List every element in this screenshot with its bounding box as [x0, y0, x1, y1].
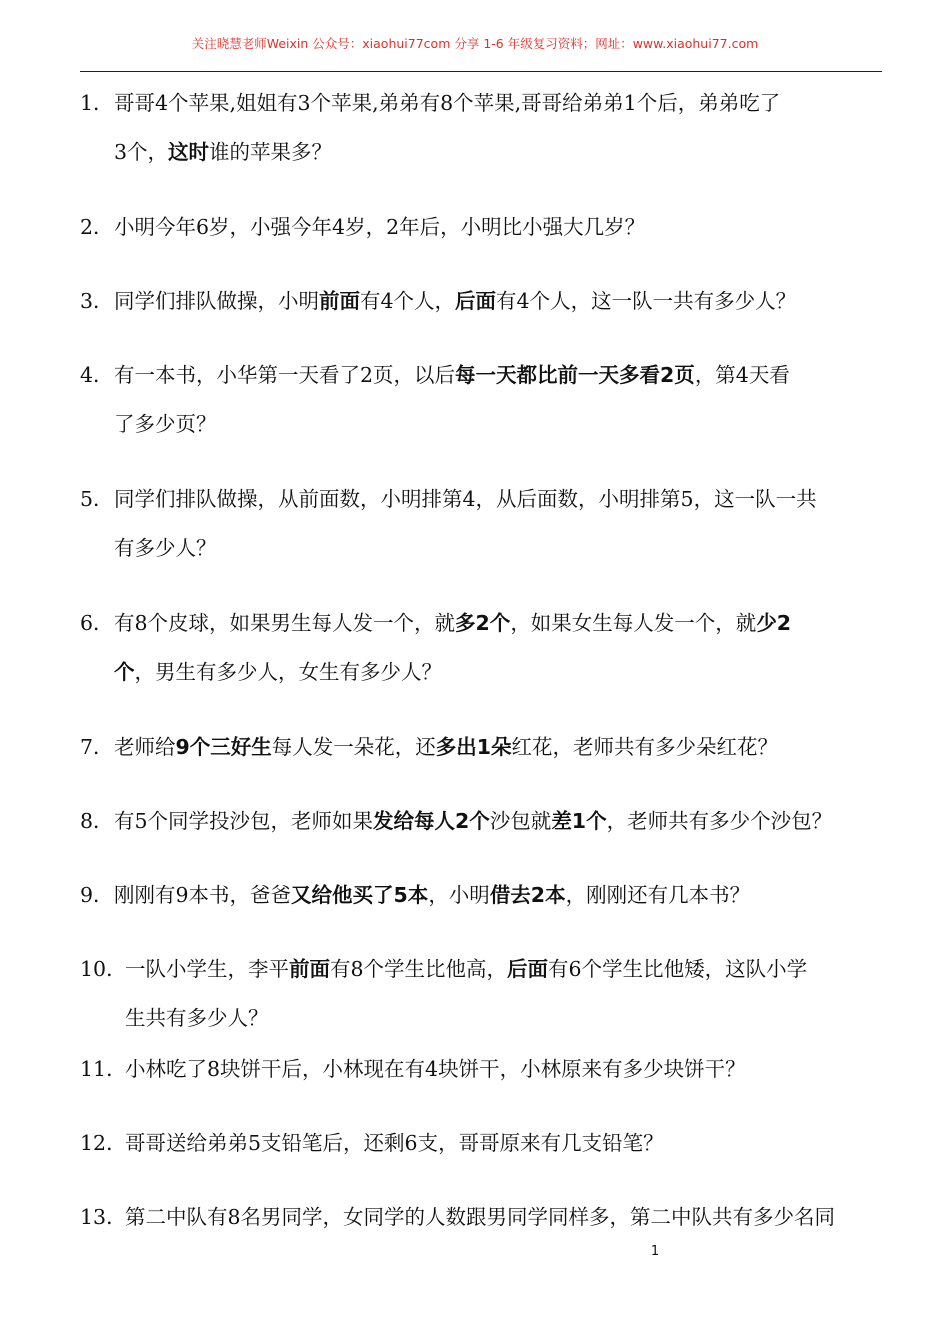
question-line-continued — [80, 400, 890, 449]
question-line — [80, 797, 890, 846]
question-text: 哥哥4个苹果,姐姐有3个苹果,弟弟有8个苹果,哥哥给弟弟1个后，弟弟吃了 — [114, 91, 781, 115]
question-line — [80, 1119, 890, 1168]
question-line-continued — [80, 524, 890, 573]
question-text: 生共有多少人？ — [125, 1006, 269, 1030]
question-line — [80, 945, 890, 994]
question-item — [80, 79, 890, 177]
question-text: 有一本书，小华第一天看了2页，以后 — [114, 363, 456, 387]
question-item — [80, 797, 890, 846]
emphasized-text: 前面 — [289, 957, 330, 981]
header-divider — [80, 71, 882, 72]
question-text: 每人发一朵花，还 — [271, 735, 436, 759]
question-line — [80, 203, 890, 252]
question-text: 有8个学生比他高， — [330, 957, 508, 981]
question-number: 8． — [80, 809, 114, 833]
question-text: 同学们排队做操，从前面数，小明排第4，从后面数，小明排第5，这一队一共 — [114, 487, 817, 511]
question-number: 10． — [80, 957, 127, 981]
question-number: 4． — [80, 363, 114, 387]
question-line — [80, 723, 890, 772]
question-number: 7． — [80, 735, 114, 759]
question-item — [80, 1045, 890, 1094]
question-item — [80, 203, 890, 252]
question-number: 12． — [80, 1131, 127, 1155]
question-text: 谁的苹果多？ — [209, 140, 333, 164]
emphasized-text: 后面 — [455, 289, 497, 313]
emphasized-text: 发给每人2个 — [373, 809, 490, 833]
question-line-continued — [80, 648, 890, 697]
question-item — [80, 871, 890, 920]
question-text: 小明今年6岁，小强今年4岁，2年后，小明比小强大几岁？ — [114, 215, 646, 239]
question-line — [80, 79, 890, 128]
question-text: 有多少人？ — [114, 536, 217, 560]
question-text: 哥哥送给弟弟5支铅笔后，还剩6支，哥哥原来有几支铅笔？ — [125, 1131, 664, 1155]
question-text: 了多少页？ — [114, 412, 217, 436]
question-item — [80, 1119, 890, 1168]
question-item — [80, 351, 890, 449]
question-number: 1． — [80, 91, 114, 115]
question-line — [80, 1045, 890, 1094]
emphasized-text: 少2 — [756, 611, 792, 635]
emphasized-text: 后面 — [507, 957, 549, 981]
question-number: 5． — [80, 487, 114, 511]
question-text: 红花，老师共有多少朵红花？ — [511, 735, 779, 759]
emphasized-text: 多2个 — [455, 611, 511, 635]
question-text: ，男生有多少人，女生有多少人？ — [134, 660, 442, 684]
page-number: 1 — [650, 1244, 660, 1259]
emphasized-text: 每一天都比前一天多看2页 — [455, 363, 695, 387]
question-text: 一队小学生，李平 — [125, 957, 289, 981]
question-text: 沙包就 — [489, 809, 552, 833]
question-line — [80, 475, 890, 524]
question-item — [80, 1193, 890, 1242]
emphasized-text: 又给他买了5本 — [291, 883, 429, 907]
question-number: 11． — [80, 1057, 127, 1081]
question-text: 有4个人， — [360, 289, 456, 313]
question-text: 第二中队有8名男同学，女同学的人数跟男同学同样多，第二中队共有多少名同 — [125, 1205, 836, 1229]
page-header: 关注晓慧老师Weixin 公众号：xiaohui77com 分享 1-6 年级复习资料；网址：www.xiaohui77.com — [191, 36, 759, 51]
question-text: 有4个人，这一队一共有多少人？ — [496, 289, 797, 313]
emphasized-text: 个 — [114, 660, 135, 684]
emphasized-text: 9个三好生 — [175, 735, 272, 759]
question-line — [80, 277, 890, 326]
question-text: 3个， — [114, 140, 169, 164]
question-item — [80, 945, 890, 1043]
question-line — [80, 351, 890, 400]
emphasized-text: 借去2本 — [489, 883, 566, 907]
question-text: ，第4天看 — [694, 363, 790, 387]
question-line-continued — [80, 128, 890, 177]
question-text: 小林吃了8块饼干后，小林现在有4块饼干，小林原来有多少块饼干？ — [125, 1057, 746, 1081]
question-item — [80, 277, 890, 326]
question-number: 3． — [80, 289, 114, 313]
question-text: ，老师共有多少个沙包？ — [606, 809, 833, 833]
question-text: 同学们排队做操，小明 — [114, 289, 319, 313]
emphasized-text: 这时 — [168, 140, 210, 164]
question-text: 刚刚有9本书，爸爸 — [114, 883, 292, 907]
emphasized-text: 前面 — [319, 289, 360, 313]
question-text: 有6个学生比他矮，这队小学 — [548, 957, 808, 981]
question-number: 6． — [80, 611, 114, 635]
question-line — [80, 1193, 890, 1242]
question-item — [80, 723, 890, 772]
question-line-continued — [80, 994, 890, 1043]
question-line — [80, 871, 890, 920]
question-text: 有8个皮球，如果男生每人发一个，就 — [114, 611, 456, 635]
question-number: 2． — [80, 215, 114, 239]
question-item — [80, 475, 890, 573]
question-number: 9． — [80, 883, 114, 907]
question-text: 老师给 — [114, 735, 176, 759]
question-text: 有5个同学投沙包，老师如果 — [114, 809, 374, 833]
emphasized-text: 多出1朵 — [435, 735, 512, 759]
question-line — [80, 599, 890, 648]
question-text: ，刚刚还有几本书？ — [565, 883, 751, 907]
emphasized-text: 差1个 — [551, 809, 607, 833]
question-item — [80, 599, 890, 697]
question-number: 13． — [80, 1205, 127, 1229]
question-text: ，小明 — [428, 883, 490, 907]
question-text: ，如果女生每人发一个，就 — [510, 611, 757, 635]
